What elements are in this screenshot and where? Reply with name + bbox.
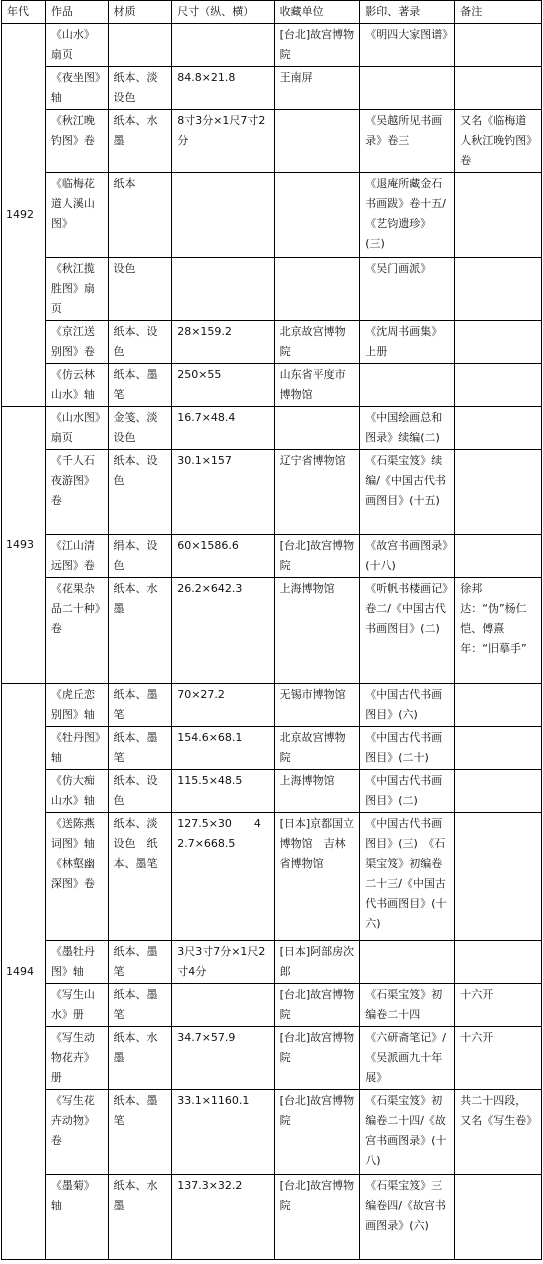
work-cell: 《江山清远图》卷 bbox=[45, 535, 108, 578]
size-cell: 60×1586.6 bbox=[172, 535, 274, 578]
header-row bbox=[2, 1, 542, 24]
material-cell bbox=[108, 24, 172, 67]
work-cell: 《写生动物花卉》册 bbox=[45, 1027, 108, 1090]
work-cell: 《墨菊》轴 bbox=[45, 1175, 108, 1260]
work-cell: 《写生山水》册 bbox=[45, 984, 108, 1027]
collection-cell: 北京故宫博物院 bbox=[274, 321, 360, 364]
collection-cell bbox=[274, 110, 360, 173]
year-cell: 1492 bbox=[2, 24, 46, 407]
collection-cell: [台北]故宫博物院 bbox=[274, 1027, 360, 1090]
material-cell: 纸本、水墨 bbox=[108, 578, 172, 684]
size-cell: 137.3×32.2 bbox=[172, 1175, 274, 1260]
work-cell: 《秋江揽胜图》扇页 bbox=[45, 258, 108, 321]
work-cell: 《花果杂品二十种》卷 bbox=[45, 578, 108, 684]
note-cell bbox=[455, 813, 542, 941]
material-cell: 金笺、淡设色 bbox=[108, 407, 172, 450]
material-cell: 纸本、墨笔 bbox=[108, 1090, 172, 1175]
material-cell: 纸本、淡设色 纸本、墨笔 bbox=[108, 813, 172, 941]
note-cell bbox=[455, 770, 542, 813]
collection-cell bbox=[274, 407, 360, 450]
size-cell: 84.8×21.8 bbox=[172, 67, 274, 110]
work-cell: 《写生花卉动物》卷 bbox=[45, 1090, 108, 1175]
collection-cell bbox=[274, 258, 360, 321]
work-cell: 《墨牡丹图》轴 bbox=[45, 941, 108, 984]
note-cell: 十六开 bbox=[455, 1027, 542, 1090]
header-note: 备注 bbox=[455, 1, 542, 24]
record-cell: 《六研斋笔记》/《吴派画九十年展》 bbox=[360, 1027, 455, 1090]
collection-cell: [台北]故宫博物院 bbox=[274, 984, 360, 1027]
table-row bbox=[2, 321, 542, 364]
note-cell bbox=[455, 24, 542, 67]
collection-cell: 山东省平度市博物馆 bbox=[274, 364, 360, 407]
size-cell: 33.1×1160.1 bbox=[172, 1090, 274, 1175]
note-cell bbox=[455, 321, 542, 364]
material-cell: 纸本、墨笔 bbox=[108, 684, 172, 727]
header-material: 材质 bbox=[108, 1, 172, 24]
note-cell bbox=[455, 450, 542, 535]
note-cell bbox=[455, 535, 542, 578]
catalog-table bbox=[1, 0, 542, 1260]
record-cell: 《吴越所见书画录》卷三 bbox=[360, 110, 455, 173]
size-cell: 250×55 bbox=[172, 364, 274, 407]
material-cell: 纸本、墨笔 bbox=[108, 941, 172, 984]
material-cell: 设色 bbox=[108, 258, 172, 321]
material-cell: 纸本 bbox=[108, 173, 172, 258]
work-cell: 《夜坐图》轴 bbox=[45, 67, 108, 110]
note-cell: 徐邦达：“伪”杨仁恺、傅熹年：“旧摹手” bbox=[455, 578, 542, 684]
collection-cell: [日本]京都国立博物馆 吉林省博物馆 bbox=[274, 813, 360, 941]
collection-cell: 上海博物馆 bbox=[274, 770, 360, 813]
material-cell: 纸本、墨笔 bbox=[108, 984, 172, 1027]
table-row bbox=[2, 684, 542, 727]
note-cell bbox=[455, 364, 542, 407]
header-record: 影印、著录 bbox=[360, 1, 455, 24]
collection-cell: 北京故宫博物院 bbox=[274, 727, 360, 770]
table-row bbox=[2, 258, 542, 321]
header-collection: 收藏单位 bbox=[274, 1, 360, 24]
size-cell bbox=[172, 173, 274, 258]
size-cell: 70×27.2 bbox=[172, 684, 274, 727]
note-cell: 又名《临梅道人秋江晚钓图》卷 bbox=[455, 110, 542, 173]
record-cell: 《沈周书画集》上册 bbox=[360, 321, 455, 364]
work-cell: 《虎丘恋别图》轴 bbox=[45, 684, 108, 727]
note-cell bbox=[455, 173, 542, 258]
record-cell: 《中国古代书画图目》(二) bbox=[360, 770, 455, 813]
table-row bbox=[2, 1090, 542, 1175]
header-size: 尺寸（纵、横） bbox=[172, 1, 274, 24]
material-cell: 纸本、水墨 bbox=[108, 1027, 172, 1090]
size-cell: 34.7×57.9 bbox=[172, 1027, 274, 1090]
table-row bbox=[2, 450, 542, 535]
work-cell: 《山水》扇页 bbox=[45, 24, 108, 67]
record-cell: 《明四大家图谱》 bbox=[360, 24, 455, 67]
record-cell: 《听帆书楼画记》卷二/《中国古代书画图目》(二) bbox=[360, 578, 455, 684]
work-cell: 《秋江晚钓图》卷 bbox=[45, 110, 108, 173]
material-cell: 纸本、设色 bbox=[108, 770, 172, 813]
work-cell: 《牡丹图》轴 bbox=[45, 727, 108, 770]
material-cell: 纸本、墨笔 bbox=[108, 727, 172, 770]
table-row bbox=[2, 535, 542, 578]
collection-cell: [台北]故宫博物院 bbox=[274, 535, 360, 578]
collection-cell: [台北]故宫博物院 bbox=[274, 1090, 360, 1175]
record-cell: 《石渠宝笈》初编卷二十四 bbox=[360, 984, 455, 1027]
table-row bbox=[2, 67, 542, 110]
note-cell bbox=[455, 684, 542, 727]
size-cell: 30.1×157 bbox=[172, 450, 274, 535]
collection-cell: 王南屏 bbox=[274, 67, 360, 110]
record-cell bbox=[360, 364, 455, 407]
note-cell bbox=[455, 1175, 542, 1260]
work-cell: 《千人石夜游图》卷 bbox=[45, 450, 108, 535]
collection-cell: 辽宁省博物馆 bbox=[274, 450, 360, 535]
material-cell: 纸本、淡设色 bbox=[108, 67, 172, 110]
note-cell bbox=[455, 258, 542, 321]
note-cell bbox=[455, 407, 542, 450]
table-row bbox=[2, 110, 542, 173]
record-cell: 《石渠宝笈》三编卷四/《故宫书画图录》(六) bbox=[360, 1175, 455, 1260]
size-cell: 8寸3分×1尺7寸2分 bbox=[172, 110, 274, 173]
collection-cell: [台北]故宫博物院 bbox=[274, 1175, 360, 1260]
record-cell: 《中国绘画总和图录》续编(二) bbox=[360, 407, 455, 450]
year-cell: 1493 bbox=[2, 407, 46, 684]
note-cell bbox=[455, 67, 542, 110]
record-cell: 《吴门画派》 bbox=[360, 258, 455, 321]
table-row bbox=[2, 984, 542, 1027]
collection-cell: 无锡市博物馆 bbox=[274, 684, 360, 727]
size-cell: 26.2×642.3 bbox=[172, 578, 274, 684]
record-cell: 《石渠宝笈》初编卷二十四/《故宫书画图录》(十八) bbox=[360, 1090, 455, 1175]
work-cell: 《临梅花道人溪山图》 bbox=[45, 173, 108, 258]
table-row bbox=[2, 770, 542, 813]
material-cell: 纸本、设色 bbox=[108, 450, 172, 535]
record-cell: 《中国古代书画图目》(六) bbox=[360, 684, 455, 727]
size-cell: 115.5×48.5 bbox=[172, 770, 274, 813]
size-cell: 16.7×48.4 bbox=[172, 407, 274, 450]
material-cell: 纸本、水墨 bbox=[108, 1175, 172, 1260]
size-cell: 28×159.2 bbox=[172, 321, 274, 364]
material-cell: 纸本、水墨 bbox=[108, 110, 172, 173]
note-cell bbox=[455, 941, 542, 984]
collection-cell: 上海博物馆 bbox=[274, 578, 360, 684]
work-cell: 《送陈燕词图》轴 《林壑幽深图》卷 bbox=[45, 813, 108, 941]
size-cell bbox=[172, 984, 274, 1027]
record-cell: 《中国古代书画图目》(三) 《石渠宝笈》初编卷二十三/《中国古代书画图目》(十六) bbox=[360, 813, 455, 941]
record-cell: 《故宫书画图录》(十八) bbox=[360, 535, 455, 578]
work-cell: 《仿大痴山水》轴 bbox=[45, 770, 108, 813]
material-cell: 绢本、设色 bbox=[108, 535, 172, 578]
table-row bbox=[2, 24, 542, 67]
record-cell: 《中国古代书画图目》(二十) bbox=[360, 727, 455, 770]
material-cell: 纸本、设色 bbox=[108, 321, 172, 364]
size-cell: 3尺3寸7分×1尺2寸4分 bbox=[172, 941, 274, 984]
table-row bbox=[2, 578, 542, 684]
work-cell: 《京江送别图》卷 bbox=[45, 321, 108, 364]
work-cell: 《仿云林山水》轴 bbox=[45, 364, 108, 407]
note-cell: 十六开 bbox=[455, 984, 542, 1027]
size-cell: 154.6×68.1 bbox=[172, 727, 274, 770]
note-cell: 共二十四段，又名《写生卷》 bbox=[455, 1090, 542, 1175]
table-row bbox=[2, 407, 542, 450]
table-row bbox=[2, 364, 542, 407]
table-row bbox=[2, 813, 542, 941]
record-cell: 《石渠宝笈》续编/《中国古代书画图目》(十五) bbox=[360, 450, 455, 535]
table-row bbox=[2, 1175, 542, 1260]
note-cell bbox=[455, 727, 542, 770]
table-body bbox=[2, 24, 542, 1260]
table-row bbox=[2, 941, 542, 984]
size-cell bbox=[172, 24, 274, 67]
record-cell: 《退庵所藏金石书画跋》卷十五/《艺钧遗珍》(三) bbox=[360, 173, 455, 258]
collection-cell: [日本]阿部房次郎 bbox=[274, 941, 360, 984]
size-cell: 127.5×30 42.7×668.5 bbox=[172, 813, 274, 941]
table-row bbox=[2, 727, 542, 770]
header-work: 作品 bbox=[45, 1, 108, 24]
table-row bbox=[2, 173, 542, 258]
record-cell bbox=[360, 67, 455, 110]
year-cell: 1494 bbox=[2, 684, 46, 1260]
table-row bbox=[2, 1027, 542, 1090]
material-cell: 纸本、墨笔 bbox=[108, 364, 172, 407]
size-cell bbox=[172, 258, 274, 321]
header-year: 年代 bbox=[2, 1, 46, 24]
collection-cell: [台北]故宫博物院 bbox=[274, 24, 360, 67]
collection-cell bbox=[274, 173, 360, 258]
record-cell bbox=[360, 941, 455, 984]
work-cell: 《山水图》扇页 bbox=[45, 407, 108, 450]
